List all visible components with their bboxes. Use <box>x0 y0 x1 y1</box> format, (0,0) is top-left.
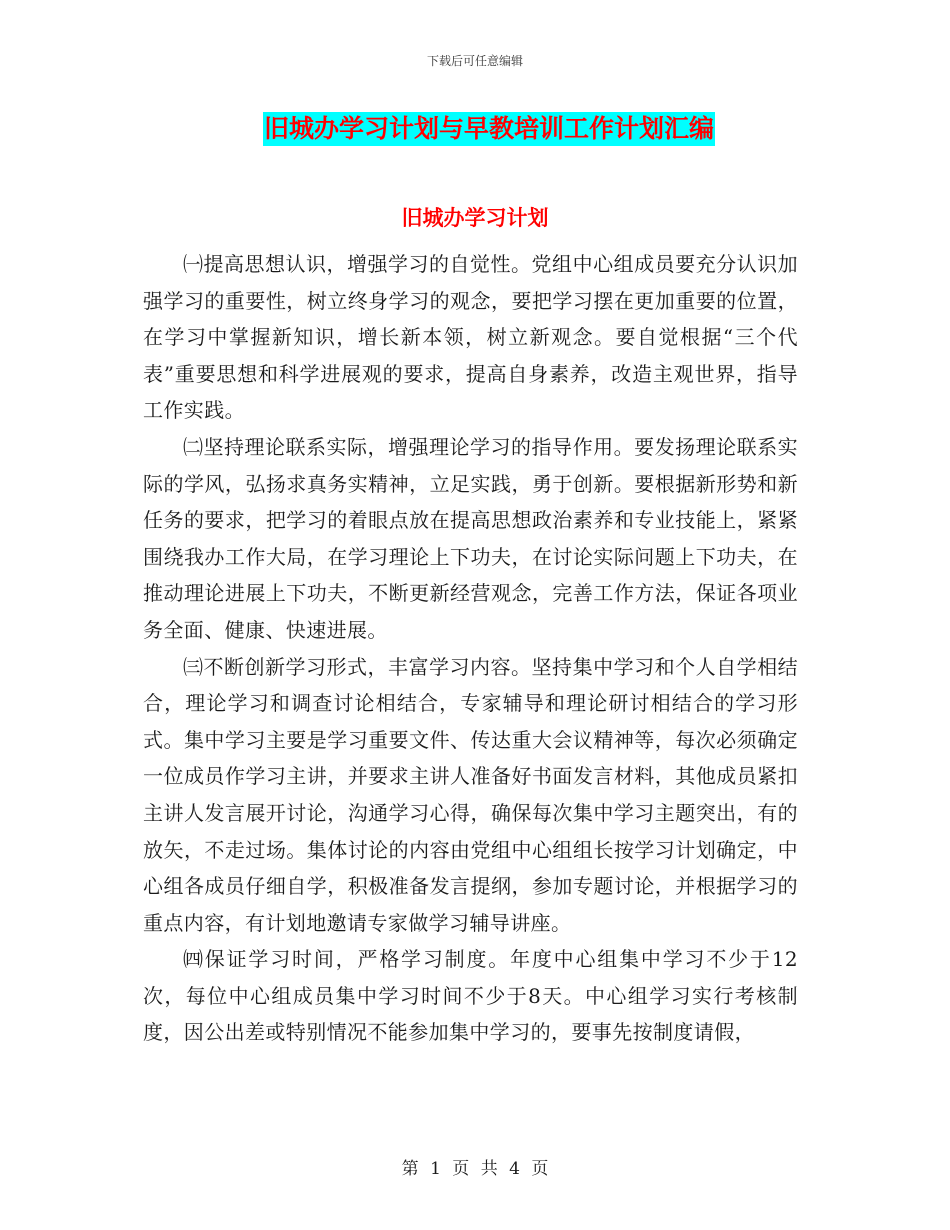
paragraph-2: ㈡坚持理论联系实际，增强理论学习的指导作用。要发扬理论联系实际的学风，弘扬求真务实精神，立足实践，勇于创新。要根据新形势和新任务的要求，把学习的着眼点放在提高思想政治素养和专业技能上，紧紧围绕我办工作大局，在学习理论上下功夫，在讨论实际问题上下功夫，在推动理论进展上下功夫，不断更新经营观念，完善工作方法，保证各项业务全面、健康、快速进展。 <box>143 434 798 642</box>
header-note: 下载后可任意编辑 <box>426 54 523 68</box>
main-title-container <box>0 112 950 146</box>
document-title: 旧城办学习计划与早教培训工作计划汇编 <box>263 112 715 146</box>
paragraph-3: ㈢不断创新学习形式，丰富学习内容。坚持集中学习和个人自学相结合，理论学习和调查讨论相结合，专家辅导和理论研讨相结合的学习形式。集中学习主要是学习重要文件、传达重大会议精神等，每次必须确定一位成员作学习主讲，并要求主讲人准备好书面发言材料，其他成员紧扣主讲人发言展开讨论，沟通学习心得，确保每次集中学习主题突出，有的放矢，不走过场。集体讨论的内容由党组中心组组长按学习计划确定，中心组各成员仔细自学，积极准备发言提纲，参加专题讨论，并根据学习的重点内容，有计划地邀请专家做学习辅导讲座。 <box>143 654 798 935</box>
paragraph-4: ㈣保证学习时间，严格学习制度。年度中心组集中学习不少于12次，每位中心组成员集中学习时间不少于8天。中心组学习实行考核制度，因公出差或特别情况不能参加集中学习的，要事先按制度请假， <box>143 947 798 1045</box>
page-footer: 第 1 页 共 4 页 <box>401 1159 549 1179</box>
paragraph-1: ㈠提高思想认识，增强学习的自觉性。党组中心组成员要充分认识加强学习的重要性，树立终身学习的观念，要把学习摆在更加重要的位置，在学习中掌握新知识，增长新本领，树立新观念。要自觉根据“三个代表”重要思想和科学进展观的要求，提高自身素养，改造主观世界，指导工作实践。 <box>143 252 798 423</box>
section-title: 旧城办学习计划 <box>401 206 549 230</box>
document-body <box>143 246 798 1051</box>
